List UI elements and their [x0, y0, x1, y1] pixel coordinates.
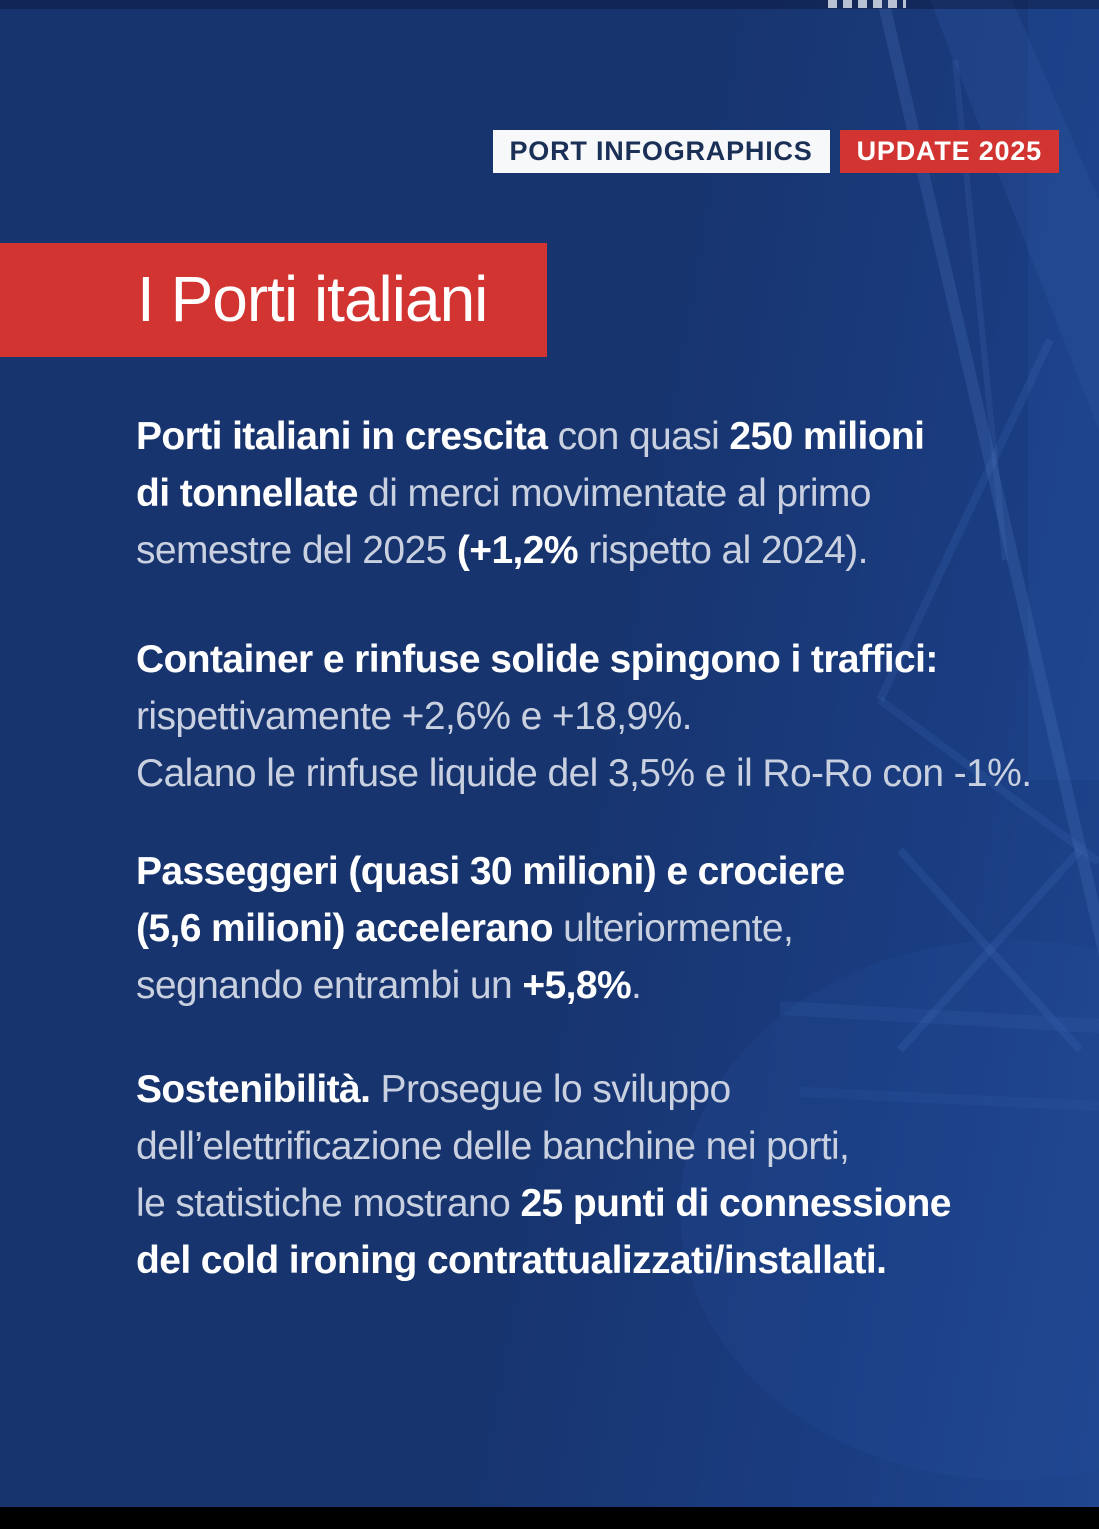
text-segment: ulteriormente,	[552, 907, 794, 950]
text-segment: Prosegue lo sviluppo	[370, 1068, 731, 1111]
paragraph	[136, 843, 1076, 1014]
text-segment: 25 punti di connessione	[520, 1182, 951, 1225]
text-segment: 250 milioni	[729, 415, 925, 458]
header-badge-row	[493, 130, 1060, 173]
text-segment: del cold ironing contrattualizzati/installati.	[136, 1239, 887, 1282]
update-2025-badge-label: UPDATE 2025	[856, 136, 1042, 166]
text-segment: .	[631, 964, 642, 1007]
bottom-letterbox-bar	[0, 1507, 1099, 1529]
text-segment: Passeggeri (quasi 30 milioni) e crociere	[136, 850, 845, 893]
page-title: I Porti italiani	[137, 263, 488, 335]
top-shade-strip	[0, 0, 1099, 9]
paragraph	[136, 408, 1076, 579]
text-segment: (+1,2%	[456, 529, 578, 572]
text-segment: semestre del 2025	[136, 529, 457, 572]
text-segment: +5,8%	[522, 964, 632, 1007]
text-segment: dell’elettrificazione delle banchine nei porti,	[136, 1125, 850, 1168]
port-infographics-badge	[493, 130, 830, 173]
text-segment: di merci movimentate al primo	[357, 472, 871, 515]
update-2025-badge	[840, 130, 1059, 173]
title-banner	[0, 243, 547, 357]
text-segment: con quasi	[547, 415, 730, 458]
text-segment: di tonnellate	[136, 472, 358, 515]
paragraph	[136, 1061, 1076, 1289]
text-segment: segnando entrambi un	[136, 964, 523, 1007]
text-segment: Calano le rinfuse liquide del 3,5% e il Ro-Ro con -1%.	[136, 752, 1032, 795]
clipped-text-fragment	[828, 0, 906, 8]
text-segment: le statistiche mostrano	[136, 1182, 521, 1225]
port-infographics-badge-label: PORT INFOGRAPHICS	[509, 136, 813, 166]
content	[136, 408, 1076, 1289]
text-segment: rispettivamente +2,6% e +18,9%.	[136, 695, 692, 738]
text-segment: Sostenibilità.	[136, 1068, 371, 1111]
text-segment: Container e rinfuse solide spingono i traffici:	[136, 638, 938, 681]
paragraph	[136, 631, 1076, 802]
text-segment: rispetto al 2024).	[577, 529, 868, 572]
text-segment: (5,6 milioni) accelerano	[136, 907, 553, 950]
text-segment: Porti italiani in crescita	[136, 415, 548, 458]
